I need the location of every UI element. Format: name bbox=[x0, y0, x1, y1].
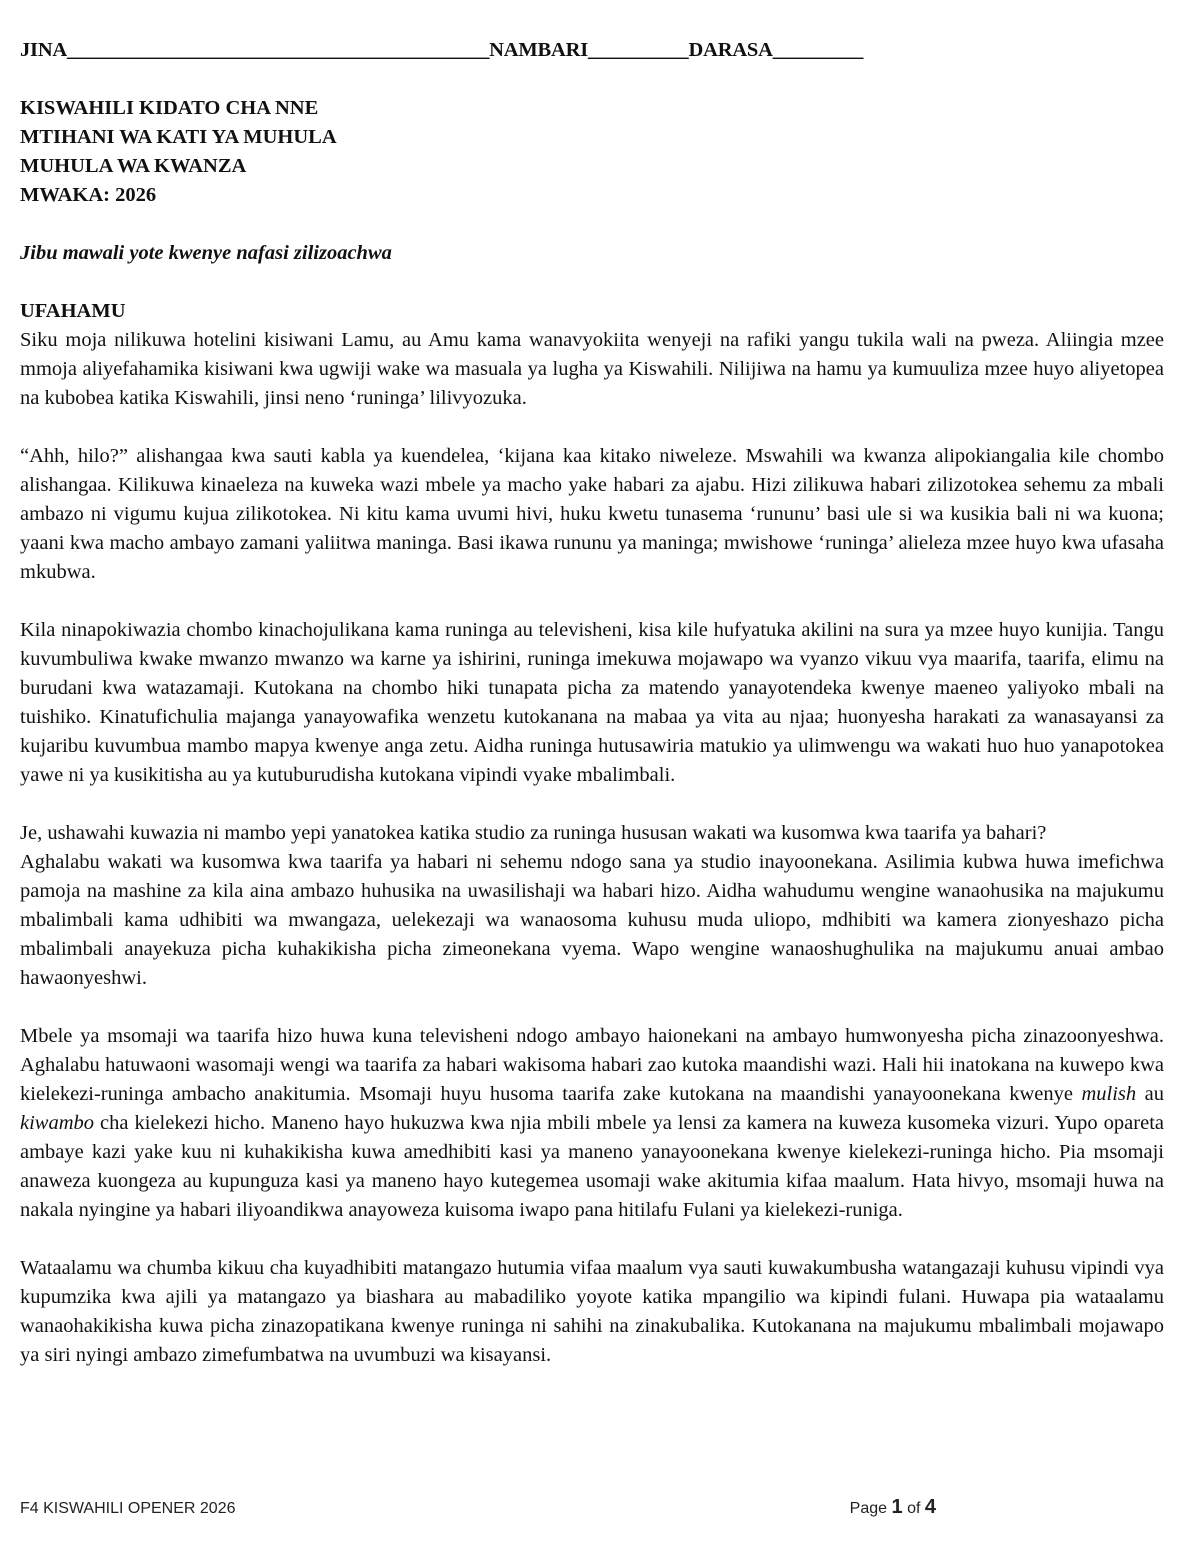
paragraph-2: “Ahh, hilo?” alishangaa kwa sauti kabla ya kuendelea, ‘kijana kaa kitako niweleze. Mswahili wa kwanza alipokiangalia kile chombo alishangaa. Kilikuwa kinaeleza na kuweka wazi mbele ya macho yake habari za ajabu. Hizi zilikuwa habari zilizotokea sehemu za mbali ambazo ni vigumu kujua zilikotokea. Ni kitu kama uvumi hivi, huku kwetu tunasema ‘rununu’ basi ule si wa kusikia bali ni wa kuona; yaani kwa macho ambayo zamani yaliitwa maninga. Basi ikawa rununu ya maninga; mwishowe ‘runinga’ alieleza mzee huyo kwa ufasaha mkubwa. bbox=[20, 445, 1164, 583]
exam-title-line-3: MUHULA WA KWANZA bbox=[20, 155, 247, 177]
paragraph-3: Kila ninapokiwazia chombo kinachojulikana kama runinga au televisheni, kisa kile hufyatuka akilini na sura ya mzee huyo kunijia. Tangu kuvumbuliwa kwake mwanzo mwanzo wa karne ya ishirini, runinga imekuwa mojawapo wa vyanzo vikuu vya maarifa, taarifa, elimu na burudani kwa watazamaji. Kutokana na chombo hiki tunapata picha za matendo yanayotendeka kwenye maeneo yaliyoko mbali na tuishiko. Kinatufichulia majanga yanayowafika wenzetu kutokanana na mabaa ya vita au njaa; huonyesha harakati za wanasayansi za kujaribu kuvumbua mambo mapya kwenye anga zetu. Aidha runinga hutusawiria matukio ya ulimwengu wa wakati huo huo yanapotokea yawe ni ya kusikitisha au ya kutuburudisha kutokana vipindi vyake mbalimbali. bbox=[20, 619, 1164, 786]
paragraph-4: Je, ushawahi kuwazia ni mambo yepi yanatokea katika studio za runinga hususan wakati wa kusomwa kwa taarifa ya bahari? bbox=[20, 822, 1047, 844]
name-label: JINA bbox=[20, 39, 68, 61]
class-blank: _________ bbox=[772, 39, 864, 61]
student-info-line bbox=[20, 36, 1164, 65]
paragraph-7: Wataalamu wa chumba kikuu cha kuyadhibiti matangazo hutumia vifaa maalum vya sauti kuwakumbusha watangazaji kuhusu vipindi vya kupumzika kwa ajili ya matangazo ya biashara au mabadiliko yoyote katika mpangilio wa kipindi fulani. Huwapa pia wataalamu wanaohakikisha kuwa picha zinazopatikana kwenye runinga ni sahihi na zinakubalika. Kutokanana na majukumu mbalimbali mojawapo ya siri nyingi ambazo zimefumbatwa na uvumbuzi wa kisayansi. bbox=[20, 1257, 1164, 1366]
paragraph-5: Aghalabu wakati wa kusomwa kwa taarifa ya habari ni sehemu ndogo sana ya studio inayoonekana. Asilimia kubwa huwa imefichwa pamoja na mashine za kila aina ambazo huhusika na uwasilishaji wa habari hizo. Aidha wahudumu wengine wanaohusika na majukumu mbalimbali kama udhibiti wa mwangaza, uelekezaji wa wanaosoma kuhusu muda uliopo, mdhibiti wa kamera zionyeshazo picha mbalimbali anayekuza picha kuhakikisha picha zimeonekana vyema. Wapo wengine wanaoshughulika na majukumu anuai ambao hawaonyeshwi. bbox=[20, 851, 1164, 989]
exam-title-line-4: MWAKA: 2026 bbox=[20, 184, 157, 206]
exam-title-line-1: KISWAHILI KIDATO CHA NNE bbox=[20, 97, 319, 119]
name-blank: __________________________________________ bbox=[67, 39, 490, 61]
paragraph-6-text-b: au bbox=[1136, 1083, 1164, 1105]
page-number bbox=[850, 1496, 936, 1519]
page-total: 4 bbox=[924, 1496, 936, 1518]
footer-title: F4 KISWAHILI OPENER 2026 bbox=[20, 1500, 236, 1517]
page-current: 1 bbox=[891, 1496, 903, 1518]
document-page bbox=[20, 36, 1164, 1370]
paragraph-6 bbox=[20, 1022, 1164, 1225]
exam-title-line-2: MTIHANI WA KATI YA MUHULA bbox=[20, 126, 337, 148]
class-label: DARASA bbox=[688, 39, 773, 61]
number-blank: __________ bbox=[587, 39, 689, 61]
paragraph-6-emphasis-mulish: mulish bbox=[1081, 1083, 1137, 1105]
section-heading: UFAHAMU bbox=[20, 300, 126, 322]
number-label: NAMBARI bbox=[489, 39, 588, 61]
paragraph-1: Siku moja nilikuwa hotelini kisiwani Lamu, au Amu kama wanavyokiita wenyeji na rafiki yangu tukila wali na pweza. Aliingia mzee mmoja aliyefahamika kisiwani kwa ugwiji wake wa masuala ya lugha ya Kiswahili. Nilijiwa na hamu ya kumuuliza mzee huyo aliyetopea na kubobea katika Kiswahili, jinsi neno ‘runinga’ lilivyozuka. bbox=[20, 329, 1164, 409]
of-word: of bbox=[907, 1500, 921, 1517]
exam-title-block bbox=[20, 94, 1164, 210]
paragraph-6-text-c: cha kielekezi hicho. Maneno hayo hukuzwa kwa njia mbili mbele ya lensi za kamera na kuweza kusomeka vizuri. Yupo opareta ambaye kazi yake kuu ni kuhakikisha kuwa amedhibiti kasi ya maneno yanayoonekana kwenye kielekezi-runinga hicho. Pia msomaji anaweza kuongeza au kupunguza kasi ya maneno hayo kutegemea usomaji wake akitumia kifaa maalum. Hata hivyo, msomaji huwa na nakala nyingine ya habari iliyoandikwa anayoweza kuisoma iwapo pana hitilafu Fulani ya kielekezi-runiga. bbox=[20, 1112, 1164, 1221]
paragraph-6-emphasis-kiwambo: kiwambo bbox=[20, 1112, 95, 1134]
page-word: Page bbox=[849, 1500, 888, 1517]
paragraph-6-text-a: Mbele ya msomaji wa taarifa hizo huwa kuna televisheni ndogo ambayo haionekani na ambayo humwonyesha picha zinazoonyeshwa. Aghalabu hatuwaoni wasomaji wengi wa taarifa za habari wakisoma habari zao kutoka maandishi wazi. Hali hii inatokana na kuwepo kwa kielekezi-runinga ambacho anakitumia. Msomaji huyu husoma taarifa zake kutokana na maandishi yanayoonekana kwenye bbox=[20, 1025, 1164, 1105]
exam-instruction: Jibu mawali yote kwenye nafasi zilizoachwa bbox=[20, 242, 392, 264]
